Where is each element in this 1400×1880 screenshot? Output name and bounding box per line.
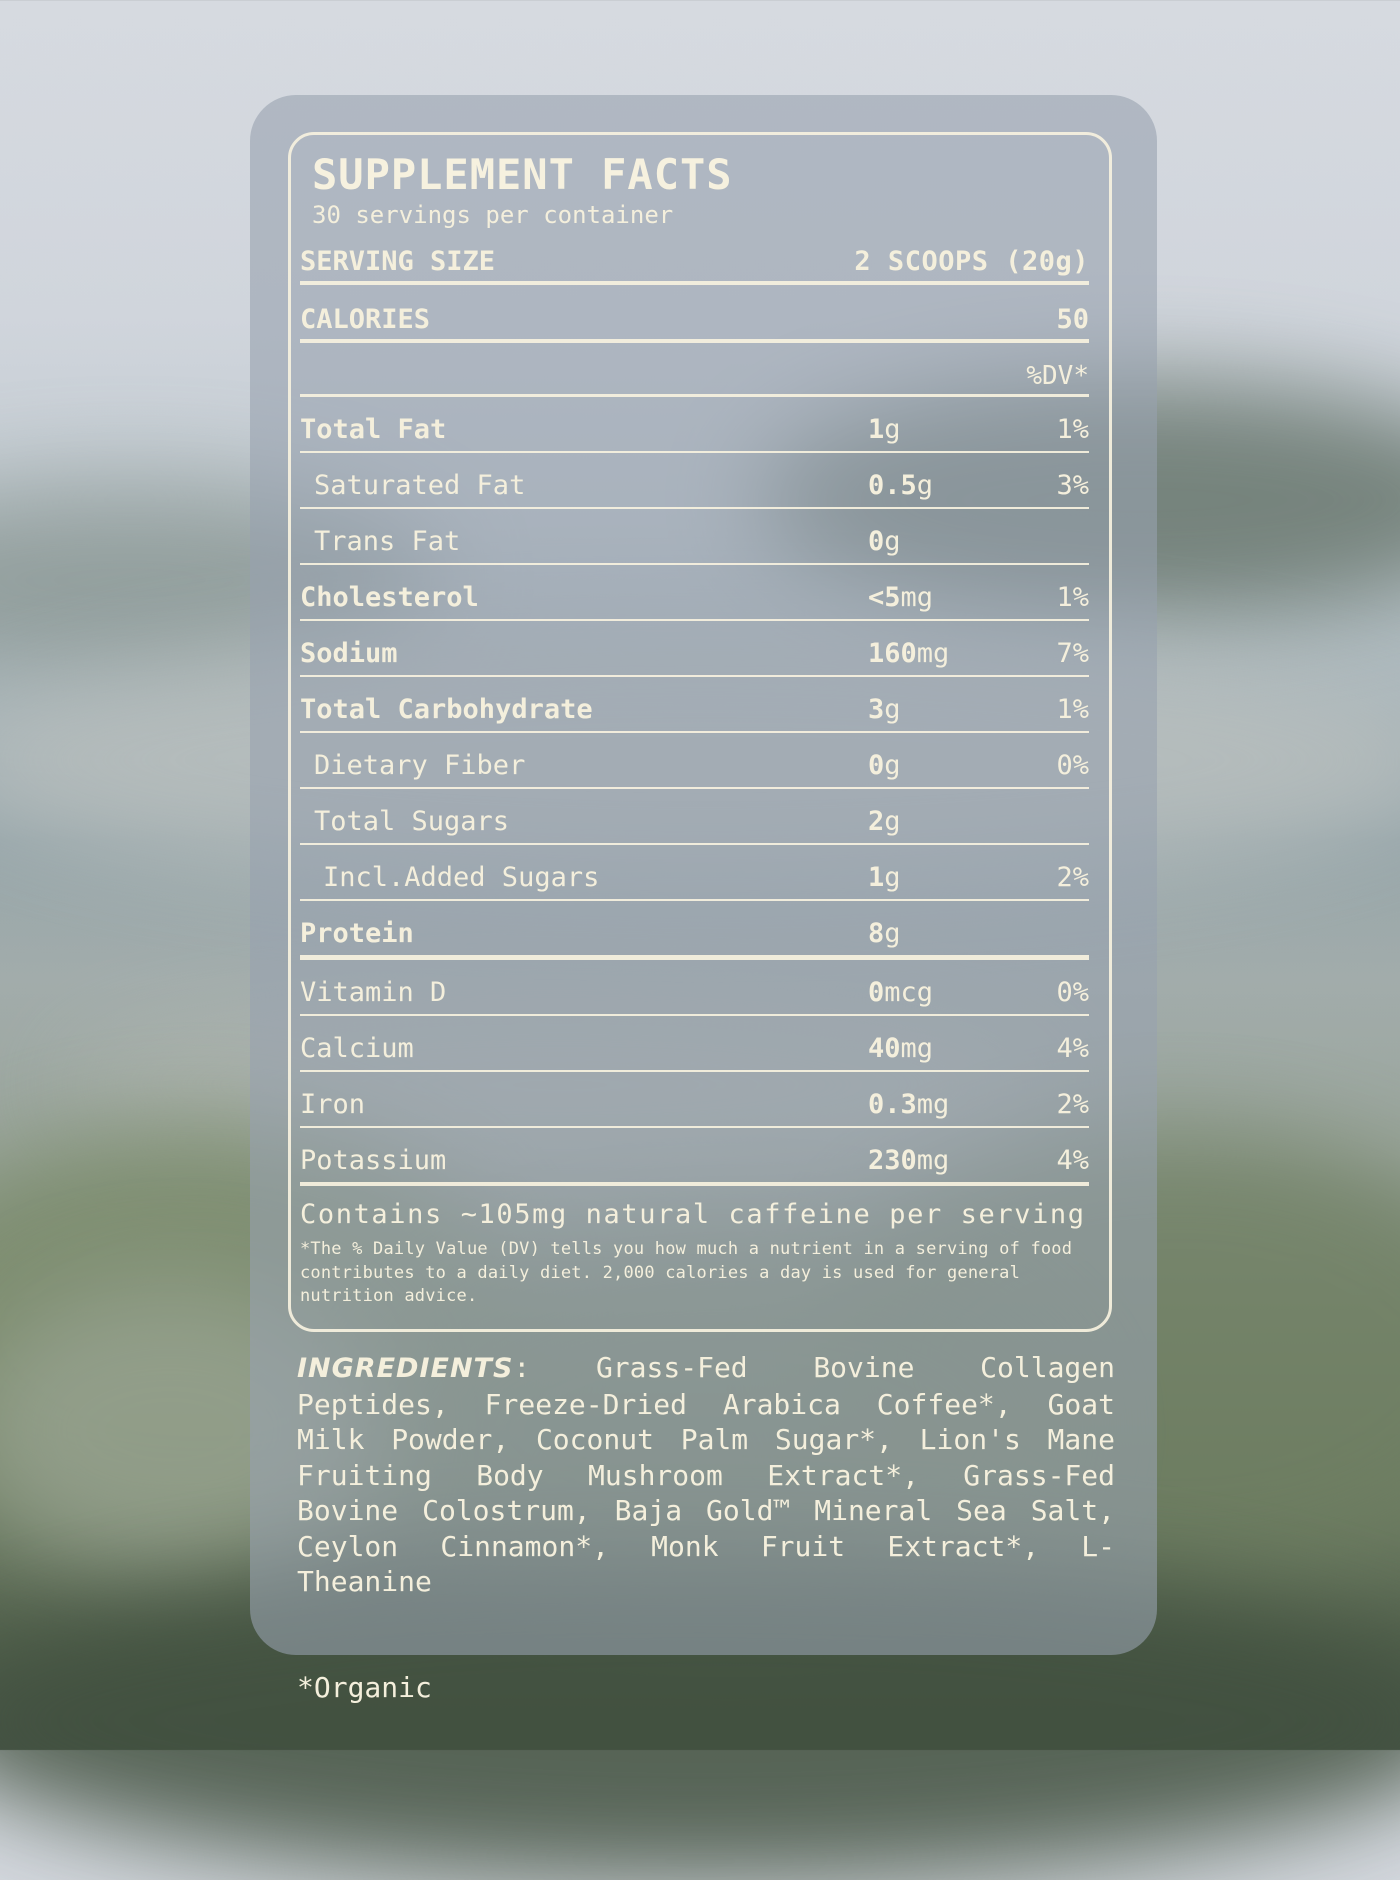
calories-row	[300, 285, 1089, 343]
daily-value-percent: 7%	[1056, 638, 1089, 669]
label-title: SUPPLEMENT FACTS	[312, 150, 733, 199]
nutrient-row	[300, 453, 1089, 509]
ingredients-separator: :	[513, 1351, 596, 1384]
nutrient-row	[300, 1128, 1089, 1186]
nutrient-row	[300, 901, 1089, 960]
nutrient-row	[300, 565, 1089, 621]
amount-number: 8	[868, 918, 885, 949]
nutrient-row	[300, 1016, 1089, 1072]
amount-unit: mg	[916, 638, 950, 669]
daily-value-percent: 0%	[1056, 750, 1089, 781]
daily-value-header-row	[300, 343, 1089, 397]
nutrient-name: Potassium	[300, 1145, 447, 1176]
amount-number: 160	[868, 638, 917, 669]
nutrient-amount	[868, 978, 933, 1008]
amount-unit: g	[884, 414, 901, 445]
nutrient-name: Total Fat	[300, 414, 447, 445]
amount-number: 0.5	[868, 470, 917, 501]
amount-unit: mg	[900, 582, 934, 613]
daily-value-percent: 3%	[1056, 470, 1089, 501]
amount-unit: mcg	[884, 977, 934, 1008]
ingredients-heading: INGREDIENTS	[297, 1353, 514, 1384]
nutrient-name: Protein	[300, 918, 414, 949]
amount-number: 1	[868, 862, 885, 893]
nutrient-name: Calcium	[300, 1033, 414, 1064]
amount-unit: g	[916, 470, 934, 501]
calories-label: CALORIES	[300, 304, 431, 335]
amount-unit: mg	[900, 1033, 934, 1064]
amount-unit: g	[884, 862, 901, 893]
amount-number: 3	[868, 694, 885, 725]
amount-number: 0	[868, 750, 885, 781]
daily-value-percent: 1%	[1056, 694, 1089, 725]
amount-unit: g	[884, 750, 901, 781]
amount-number: 0	[868, 526, 885, 557]
nutrient-amount	[868, 415, 901, 445]
nutrient-amount	[868, 1090, 949, 1120]
caffeine-note: Contains ~105mg natural caffeine per serving	[300, 1199, 1086, 1230]
nutrient-row	[300, 397, 1089, 453]
daily-value-percent: 1%	[1056, 414, 1089, 445]
nutrient-table	[300, 397, 1089, 1186]
supplement-label-panel	[250, 95, 1157, 1704]
amount-number: <5	[868, 582, 901, 613]
calories-value: 50	[1056, 304, 1089, 335]
nutrient-amount	[868, 639, 949, 669]
nutrient-row	[300, 1072, 1089, 1128]
daily-value-percent: 2%	[1056, 862, 1089, 893]
nutrient-name: Cholesterol	[300, 582, 479, 613]
daily-value-header: %DV*	[1026, 361, 1089, 391]
daily-value-percent: 4%	[1056, 1145, 1089, 1176]
nutrient-name: Vitamin D	[300, 977, 447, 1008]
nutrient-name: Trans Fat	[314, 526, 461, 557]
servings-per-container: 30 servings per container	[312, 201, 674, 229]
organic-note: *Organic	[297, 1671, 432, 1704]
nutrient-amount	[868, 919, 901, 949]
amount-number: 0	[868, 977, 885, 1008]
serving-size-label: SERVING SIZE	[300, 246, 496, 277]
nutrient-amount	[868, 1034, 933, 1064]
nutrient-amount	[868, 695, 901, 725]
amount-unit: g	[884, 694, 901, 725]
facts-border-box	[288, 132, 1112, 1332]
amount-number: 0.3	[868, 1089, 917, 1120]
nutrient-row	[300, 789, 1089, 845]
nutrient-amount	[868, 527, 901, 557]
nutrient-name: Saturated Fat	[314, 470, 526, 501]
amount-number: 1	[868, 414, 885, 445]
nutrient-name: Incl.Added Sugars	[323, 862, 600, 893]
daily-value-percent: 2%	[1056, 1089, 1089, 1120]
nutrient-amount	[868, 807, 901, 837]
ingredients-paragraph	[297, 1350, 1115, 1600]
serving-size-row	[300, 241, 1089, 285]
nutrient-name: Sodium	[300, 638, 398, 669]
amount-unit: mg	[916, 1145, 950, 1176]
nutrient-amount	[868, 863, 901, 893]
amount-number: 40	[868, 1033, 901, 1064]
amount-number: 2	[868, 806, 885, 837]
nutrient-name: Total Sugars	[314, 806, 510, 837]
nutrient-amount	[868, 471, 933, 501]
nutrient-row	[300, 621, 1089, 677]
nutrient-row	[300, 509, 1089, 565]
amount-unit: mg	[916, 1089, 950, 1120]
nutrient-row	[300, 960, 1089, 1016]
nutrient-amount	[868, 1146, 949, 1176]
amount-unit: g	[884, 526, 901, 557]
amount-unit: g	[884, 806, 901, 837]
nutrient-amount	[868, 583, 933, 613]
nutrient-row	[300, 677, 1089, 733]
serving-size-value: 2 SCOOPS (20g)	[854, 246, 1089, 277]
daily-value-percent: 0%	[1056, 977, 1089, 1008]
nutrient-row	[300, 733, 1089, 789]
daily-value-percent: 4%	[1056, 1033, 1089, 1064]
nutrient-name: Dietary Fiber	[314, 750, 526, 781]
ingredients-list: Grass-Fed Bovine Collagen Peptides, Freeze-Dried Arabica Coffee*, Goat Milk Powder, Coconut Palm Sugar*, Lion's Mane Fruiting Body Mushroom Extract*, Grass-Fed Bovine Colostrum, Baja Gold™ Mineral Sea Salt, Ceylon Cinnamon*, Monk Fruit Extract*, L-Theanine	[297, 1351, 1115, 1598]
nutrient-name: Iron	[300, 1089, 366, 1120]
amount-unit: g	[884, 918, 901, 949]
nutrient-amount	[868, 751, 901, 781]
nutrient-name: Total Carbohydrate	[300, 694, 593, 725]
amount-number: 230	[868, 1145, 917, 1176]
daily-value-footnote: *The % Daily Value (DV) tells you how much a nutrient in a serving of food contributes to a daily diet. 2,000 calories a day is used for general nutrition advice.	[300, 1239, 1073, 1306]
nutrient-row	[300, 845, 1089, 901]
daily-value-percent: 1%	[1056, 582, 1089, 613]
